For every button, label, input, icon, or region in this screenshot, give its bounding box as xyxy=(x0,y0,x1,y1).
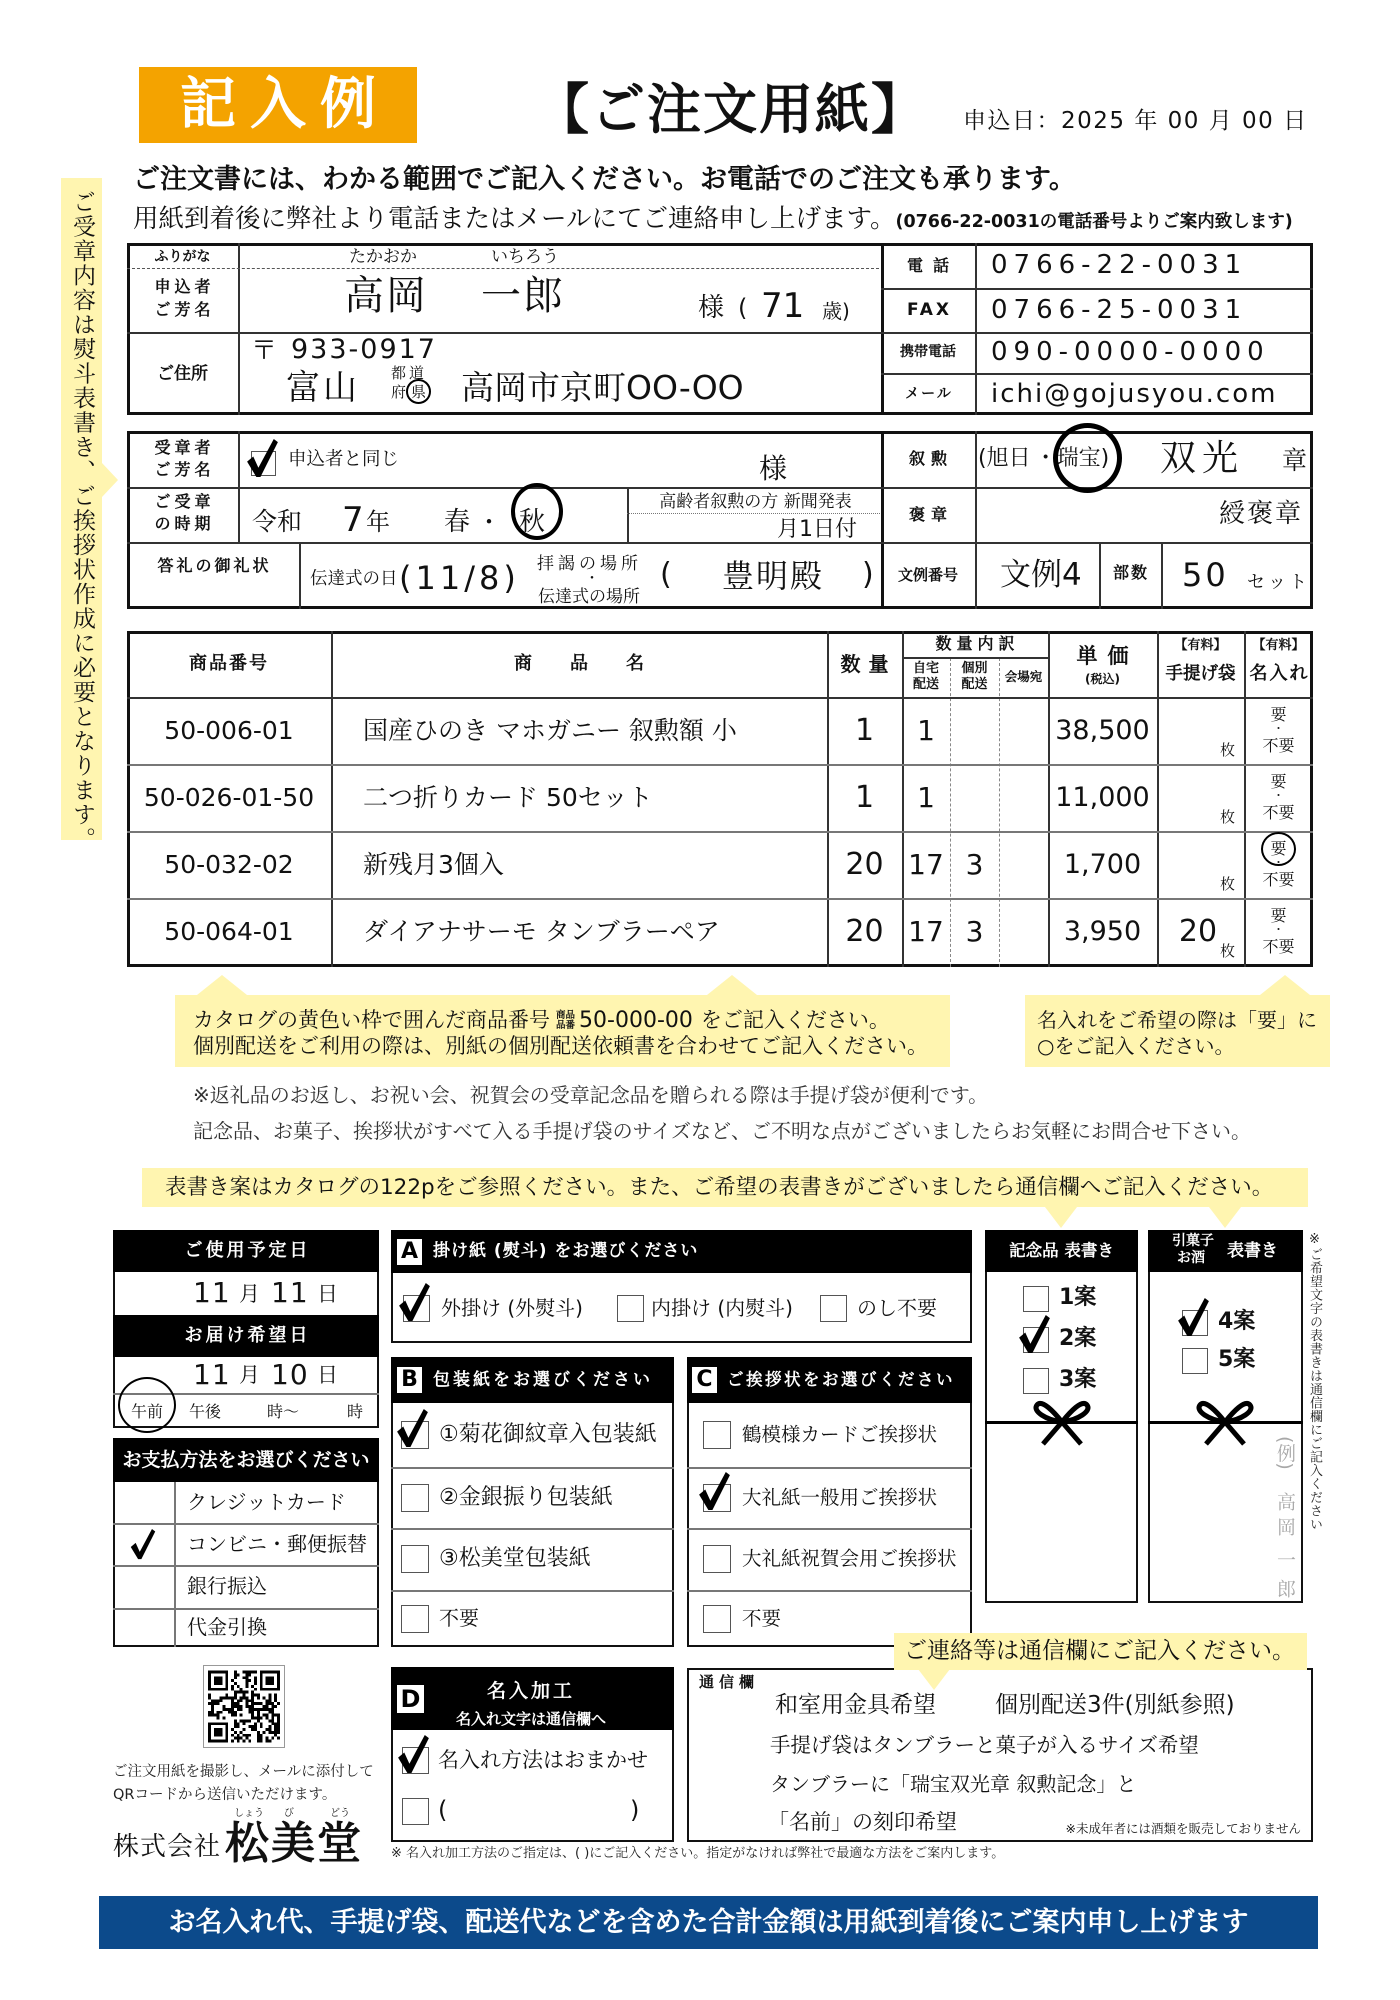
award-period-label-1: ご受章 xyxy=(154,492,215,511)
check-icon xyxy=(699,1472,730,1511)
unit-price-field[interactable]: 3,950 xyxy=(1063,916,1142,947)
individual-delivery-field[interactable]: 3 xyxy=(965,848,984,881)
engraving-custom-field[interactable] xyxy=(453,1794,623,1826)
column-header-individual-1: 個別 xyxy=(961,661,988,676)
application-date[interactable]: 申込日：2025 年 00 月 00 日 xyxy=(963,108,1308,134)
divider xyxy=(127,487,884,489)
applicant-name-label-1: 申込者 xyxy=(154,277,215,296)
check-icon xyxy=(398,1735,429,1774)
intro-line-1: ご注文書には、わかる範囲でご記入ください。お電話でのご注文も承ります。 xyxy=(133,164,1076,195)
footer-banner: お名入れ代、手提げ袋、配送代などを含めた合計金額は用紙到着後にご案内申し上げます xyxy=(99,1896,1318,1949)
message-label: 通信欄 xyxy=(699,1673,760,1691)
banner-pointer xyxy=(1209,1207,1241,1228)
engrave-yes-option[interactable]: 要 xyxy=(1270,772,1287,791)
qr-note-line-1: ご注文用紙を撮影し、メールに添付して xyxy=(113,1764,374,1780)
selection-circle xyxy=(406,379,431,404)
qty-field[interactable]: 1 xyxy=(854,713,875,748)
mizuhiki-bow-icon xyxy=(1195,1396,1255,1448)
product-row xyxy=(127,764,1313,831)
time-am-option[interactable]: 午前 xyxy=(131,1402,164,1421)
newspaper-label: 高齢者叙勲の方 新聞発表 xyxy=(659,492,852,512)
recipient-name-label-2: ご芳名 xyxy=(154,460,215,479)
example-given-name: 一郎 xyxy=(1274,1550,1296,1608)
gift-option-5-checkbox[interactable] xyxy=(1182,1348,1208,1374)
applicant-honorific: 様 xyxy=(698,293,725,323)
email-field[interactable]: ichi@gojusyou.com xyxy=(991,379,1278,409)
noshi-none-label: のし不要 xyxy=(857,1296,937,1320)
gift-option-5-label: 5案 xyxy=(1218,1347,1256,1372)
address-field[interactable]: 高岡市京町OO-OO xyxy=(461,368,744,407)
copies-field[interactable]: 50 xyxy=(1182,556,1229,594)
product-code-field[interactable]: 50-026-01-50 xyxy=(143,783,315,812)
payment-option-cod[interactable]: 代金引換 xyxy=(187,1615,267,1639)
type-option-zuiho[interactable]: 瑞宝 xyxy=(1056,446,1101,471)
engraving-custom-open: ( xyxy=(438,1796,448,1824)
decoration-section xyxy=(881,431,1313,609)
section-letter-d: D xyxy=(397,1685,424,1713)
engrave-no-option[interactable]: 不要 xyxy=(1262,937,1295,956)
intro-phone-note: (0766-22-0031の電話番号よりご案内致します) xyxy=(895,212,1293,232)
delivery-date-header: お届け希望日 xyxy=(113,1315,379,1357)
decoration-grade-field[interactable]: 双光 xyxy=(1160,438,1245,479)
use-month-field[interactable]: 11 xyxy=(193,1276,231,1309)
memorial-option-3-checkbox[interactable] xyxy=(1023,1368,1049,1394)
message-section[interactable] xyxy=(687,1668,1313,1842)
engrave-dot: ・ xyxy=(1273,856,1284,869)
example-family-name: 高岡 xyxy=(1274,1492,1296,1542)
payment-section xyxy=(113,1438,379,1647)
greeting-option-3-checkbox[interactable] xyxy=(703,1545,731,1573)
noshi-inner-checkbox[interactable] xyxy=(617,1295,644,1322)
mizuhiki-bow-icon xyxy=(1032,1396,1092,1448)
column-header-bag: 手提げ袋 xyxy=(1165,664,1236,684)
product-name-field[interactable]: ダイアナサーモ タンブラーペア xyxy=(363,917,720,946)
phone-label: 電話 xyxy=(906,256,959,275)
age-field[interactable]: 71 xyxy=(761,286,805,326)
column-header-name: 商品名 xyxy=(514,653,682,674)
bag-unit: 枚 xyxy=(1220,808,1236,826)
recipient-section xyxy=(127,431,884,609)
type-close-paren: ) xyxy=(1100,446,1110,471)
product-row xyxy=(127,831,1313,898)
check-icon[interactable] xyxy=(129,1529,157,1560)
column-header-price: 単価 xyxy=(1076,644,1139,668)
side-note: ご受章内容は熨斗表書き、ご挨拶状作成に必要となります。 xyxy=(61,178,102,840)
wrapping-option-2-label: ②金銀振り包装紙 xyxy=(439,1485,613,1510)
label-note-vertical: ※ご希望文字の表書きは通信欄にご記入ください xyxy=(1307,1232,1322,1531)
wrapping-option-1-label: ①菊花御紋章入包装紙 xyxy=(439,1422,657,1447)
ceremony-date-field[interactable]: (11/8) xyxy=(399,559,520,597)
selection-circle xyxy=(1261,832,1296,866)
noshi-none-checkbox[interactable] xyxy=(820,1295,847,1322)
message-line-4[interactable]: 「名前」の刻印希望 xyxy=(768,1810,957,1834)
qty-field[interactable]: 20 xyxy=(845,914,884,949)
bag-note-2: 記念品、お菓子、挨拶状がすべて入る手提げ袋のサイズなど、ご不明な点がございましたらお気軽にお問合せ下さい。 xyxy=(193,1119,1251,1143)
example-badge: 記入例 xyxy=(139,67,417,143)
phone-field[interactable]: 0766-22-0031 xyxy=(991,250,1248,280)
qty-field[interactable]: 1 xyxy=(854,780,875,815)
product-code-field[interactable]: 50-032-02 xyxy=(164,850,294,879)
prefecture-suffix-ken[interactable]: 県 xyxy=(411,383,427,401)
gift-option-4-checkbox[interactable] xyxy=(1182,1310,1208,1336)
commendation-field[interactable]: 綬褒章 xyxy=(1218,499,1303,529)
message-line-1a[interactable]: 和室用金具希望 xyxy=(775,1692,936,1718)
engrave-yes-option[interactable]: 要 xyxy=(1270,906,1287,925)
mobile-field[interactable]: 090-0000-0000 xyxy=(991,337,1270,367)
memorial-label-header: 記念品 表書き xyxy=(985,1230,1138,1272)
greeting-option-1-label: 鶴模様カードご挨拶状 xyxy=(742,1423,938,1446)
season-separator: ・ xyxy=(477,508,501,536)
use-date-header: ご使用予定日 xyxy=(113,1230,379,1272)
bag-unit: 枚 xyxy=(1220,942,1236,960)
callout-text: をご記入ください。 xyxy=(700,1008,890,1032)
company-name-ruby-3: どう xyxy=(330,1808,350,1819)
divider xyxy=(127,332,884,334)
engraving-auto-checkbox[interactable] xyxy=(402,1747,429,1774)
newspaper-date-field[interactable]: 月1日付 xyxy=(777,517,857,542)
product-table xyxy=(127,631,1313,967)
column-header-home-1: 自宅 xyxy=(912,661,939,676)
decoration-label: 叙勲 xyxy=(908,449,953,468)
divider xyxy=(299,542,301,609)
stack-bottom: 品番 xyxy=(556,1020,576,1031)
divider xyxy=(391,1590,674,1592)
alcohol-age-note: ※未成年者には酒類を販売しておりません xyxy=(1065,1821,1301,1836)
email-label: メール xyxy=(905,386,953,402)
home-delivery-field[interactable]: 17 xyxy=(908,848,944,881)
engrave-dot: ・ xyxy=(1273,722,1284,735)
ceremony-date-label: 伝達式の日 xyxy=(310,569,398,589)
postal-mark: 〒 xyxy=(251,336,278,366)
copies-unit: セット xyxy=(1247,572,1310,593)
payment-option-bank[interactable]: 銀行振込 xyxy=(187,1574,267,1598)
product-row xyxy=(127,898,1313,965)
section-letter-a: A xyxy=(397,1239,422,1265)
greeting-option-none-label: 不要 xyxy=(742,1607,782,1630)
engraving-subtitle: 名入れ文字は通信欄へ xyxy=(455,1710,606,1728)
check-icon xyxy=(247,439,278,478)
memorial-option-2-checkbox[interactable] xyxy=(1023,1327,1049,1353)
product-row xyxy=(127,697,1313,764)
noshi-section xyxy=(391,1230,972,1343)
message-callout-text: ご連絡等は通信欄にご記入ください。 xyxy=(904,1638,1295,1664)
section-letter-c: C xyxy=(692,1367,717,1393)
era-label: 令和 xyxy=(252,507,303,536)
wrapping-section xyxy=(391,1357,674,1647)
engrave-dot: ・ xyxy=(1273,923,1284,936)
season-autumn-option[interactable]: 秋 xyxy=(519,507,546,537)
memorial-option-2-label: 2案 xyxy=(1059,1326,1097,1351)
ceremony-place-label: 伝達式の場所 xyxy=(538,587,640,607)
home-delivery-field[interactable]: 1 xyxy=(917,714,935,747)
column-header-engrave-paid: 【有料】 xyxy=(1252,638,1305,653)
column-header-price-note: (税込) xyxy=(1085,672,1120,686)
engrave-no-option[interactable]: 不要 xyxy=(1262,736,1295,755)
divider xyxy=(975,243,977,415)
product-name-field[interactable]: 新残月3個入 xyxy=(363,850,504,879)
family-name-field[interactable]: 高岡 xyxy=(344,273,428,319)
payment-option-convenience[interactable]: コンビニ・郵便振替 xyxy=(187,1532,367,1556)
delivery-month-field[interactable]: 11 xyxy=(193,1358,231,1391)
greeting-option-3-label: 大礼紙祝賀会用ご挨拶状 xyxy=(742,1547,957,1570)
month-unit: 月 xyxy=(239,1363,260,1387)
divider xyxy=(127,542,884,544)
engraving-custom-checkbox[interactable] xyxy=(402,1798,429,1825)
selection-circle xyxy=(118,1377,176,1433)
wrapping-option-none-label: 不要 xyxy=(439,1606,479,1630)
gift-label-section xyxy=(1148,1230,1303,1608)
memorial-label-section xyxy=(985,1230,1138,1603)
fax-label: FAX xyxy=(907,300,952,320)
home-delivery-field[interactable]: 1 xyxy=(917,781,935,814)
check-icon xyxy=(1178,1298,1209,1337)
qr-code[interactable] xyxy=(203,1665,285,1748)
column-header-home-2: 配送 xyxy=(912,677,939,692)
divider xyxy=(1161,542,1163,609)
type-separator: ・ xyxy=(1034,446,1057,471)
unit-price-field[interactable]: 38,500 xyxy=(1055,715,1150,746)
divider xyxy=(975,431,977,609)
engraving-note: ※ 名入れ加工方法のご指定は、( )にご記入ください。指定がなければ弊社で最適な方法をご案内します。 xyxy=(391,1846,1005,1861)
noshi-title: 掛け紙 (熨斗) をお選びください xyxy=(433,1241,699,1261)
message-line-1b[interactable]: 個別配送3件(別紙参照) xyxy=(995,1692,1235,1718)
type-open-paren: ( xyxy=(978,446,987,471)
qr-note-line-2: QRコードから送信いただけます。 xyxy=(113,1787,337,1803)
product-code-callout-line-1 xyxy=(193,1007,890,1034)
product-name-field[interactable]: 二つ折りカード 50セット xyxy=(363,783,653,812)
column-header-individual-2: 配送 xyxy=(961,677,988,692)
product-code-stack xyxy=(556,1011,575,1031)
same-as-applicant-label: 申込者と同じ xyxy=(288,449,400,470)
product-code-field[interactable]: 50-006-01 xyxy=(164,716,294,745)
engrave-yes-option[interactable]: 要 xyxy=(1270,839,1287,858)
check-icon xyxy=(397,1409,428,1448)
unit-price-field[interactable]: 1,700 xyxy=(1063,849,1142,880)
selection-circle xyxy=(1053,423,1122,493)
applicant-name-label-2: ご芳名 xyxy=(154,300,215,319)
thank-you-letter-label: 答礼の御礼状 xyxy=(157,556,272,575)
recipient-honorific: 様 xyxy=(759,452,788,485)
delivery-day-field[interactable]: 10 xyxy=(271,1358,309,1391)
same-as-applicant-checkbox[interactable] xyxy=(251,451,276,476)
column-header-bag-paid: 【有料】 xyxy=(1174,638,1227,653)
qty-field[interactable]: 20 xyxy=(845,847,884,882)
section-letter-b: B xyxy=(397,1367,422,1393)
column-header-qty: 数量 xyxy=(840,652,897,676)
prefecture-suffix-fu[interactable]: 府 xyxy=(391,383,407,401)
time-from-field[interactable]: 時～ xyxy=(267,1402,300,1421)
product-code-example: 50-000-00 xyxy=(579,1008,693,1033)
engraving-auto-label: 名入れ方法はおまかせ xyxy=(438,1748,648,1772)
greeting-title: ご挨拶状をお選びください xyxy=(727,1370,955,1389)
use-day-field[interactable]: 11 xyxy=(271,1276,309,1309)
column-header-engrave: 名入れ xyxy=(1249,663,1310,684)
type-option-kyokujitsu[interactable]: 旭日 xyxy=(986,446,1031,471)
memorial-option-1-label: 1案 xyxy=(1059,1285,1097,1310)
engraving-section xyxy=(391,1667,674,1842)
check-icon xyxy=(1019,1315,1050,1354)
noshi-outer-checkbox[interactable] xyxy=(403,1295,430,1322)
message-line-3[interactable]: タンブラーに「瑞宝双光章 叙勲記念」と xyxy=(770,1772,1137,1796)
ceremony-place-field[interactable]: 豊明殿 xyxy=(722,557,825,595)
award-period-label-2: の時期 xyxy=(154,514,215,533)
bag-unit: 枚 xyxy=(1220,741,1236,759)
bag-unit: 枚 xyxy=(1220,875,1236,893)
prefecture-suffix-top[interactable]: 都道 xyxy=(391,364,428,382)
letter-number-label: 文例番号 xyxy=(897,566,958,584)
engrave-callout-line-1: 名入れをご希望の際は「要」に xyxy=(1037,1008,1317,1032)
greeting-option-1-checkbox[interactable] xyxy=(703,1421,731,1449)
gift-label-title-2: お酒 xyxy=(1177,1250,1205,1266)
commendation-label: 褒章 xyxy=(908,505,953,524)
furigana-given-field[interactable]: いちろう xyxy=(491,247,559,267)
day-unit: 日 xyxy=(317,1363,338,1387)
wrapping-option-2-checkbox[interactable] xyxy=(401,1484,429,1512)
noshi-outer-label: 外掛け (外熨斗) xyxy=(441,1296,583,1320)
greeting-option-2-label: 大礼紙一般用ご挨拶状 xyxy=(742,1486,938,1509)
day-unit: 日 xyxy=(317,1282,338,1306)
time-to-field[interactable]: 時 xyxy=(347,1402,364,1421)
noshi-inner-label: 内掛け (内熨斗) xyxy=(651,1296,793,1320)
page-title: 【ご注文用紙】 xyxy=(535,78,927,141)
product-name-field[interactable]: 国産ひのき マホガニー 叙勲額 小 xyxy=(363,716,737,745)
qr-modules xyxy=(208,1671,280,1743)
divider xyxy=(627,513,884,514)
engrave-no-option[interactable]: 不要 xyxy=(1262,803,1295,822)
gift-option-4-label: 4案 xyxy=(1218,1309,1256,1334)
gift-label-title-1: 引菓子 xyxy=(1172,1233,1214,1249)
intro-line-2 xyxy=(133,204,1293,237)
given-name-field[interactable]: 一郎 xyxy=(481,273,565,319)
engrave-dot: ・ xyxy=(1273,789,1284,802)
wrapping-option-none-checkbox[interactable] xyxy=(401,1605,429,1633)
engraving-title: 名入加工 xyxy=(486,1680,575,1702)
message-line-2[interactable]: 手提げ袋はタンブラーと菓子が入るサイズ希望 xyxy=(770,1733,1199,1757)
decoration-grade-suffix: 章 xyxy=(1282,446,1308,475)
stack-top: 商品 xyxy=(556,1010,576,1021)
fax-field[interactable]: 0766-25-0031 xyxy=(991,295,1248,325)
company-prefix: 株式会社 xyxy=(113,1832,222,1862)
company-name-ruby-2: び xyxy=(284,1808,294,1819)
letter-number-field[interactable]: 文例4 xyxy=(1000,557,1082,593)
callout-pointer xyxy=(707,975,757,995)
payment-option-credit[interactable]: クレジットカード xyxy=(187,1490,346,1514)
check-icon xyxy=(399,1283,430,1322)
unit-price-field[interactable]: 11,000 xyxy=(1055,782,1150,813)
applicant-section xyxy=(127,243,884,415)
prefecture-field[interactable]: 富山 xyxy=(286,368,360,408)
bag-count-field[interactable]: 20 xyxy=(1178,914,1218,949)
engraving-custom-close: ) xyxy=(630,1796,640,1824)
season-spring-option[interactable]: 春 xyxy=(444,507,471,537)
greeting-option-2-checkbox[interactable] xyxy=(703,1484,731,1512)
time-pm-option[interactable]: 午後 xyxy=(189,1402,222,1421)
greeting-option-none-checkbox[interactable] xyxy=(703,1605,731,1633)
banner-pointer xyxy=(1045,1207,1077,1228)
column-header-breakdown: 数量内訳 xyxy=(935,634,1020,653)
side-note-pointer xyxy=(102,463,118,497)
selection-circle xyxy=(511,483,563,540)
copies-label: 部数 xyxy=(1112,563,1149,582)
greeting-section xyxy=(687,1357,972,1647)
postal-code-field[interactable]: 933-0917 xyxy=(291,334,437,365)
example-prefix: (例) xyxy=(1274,1436,1296,1470)
product-code-field[interactable]: 50-064-01 xyxy=(164,917,294,946)
bag-note-1: ※返礼品のお返し、お祝い会、祝賀会の受章記念品を贈られる際は手提げ袋が便利です。 xyxy=(193,1083,989,1107)
month-unit: 月 xyxy=(239,1282,260,1306)
callout-text: カタログの黄色い枠で囲んだ商品番号 xyxy=(193,1008,550,1032)
place-open-paren: ( xyxy=(660,557,672,592)
gift-label-title-3: 表書き xyxy=(1227,1241,1278,1261)
wrapping-option-3-checkbox[interactable] xyxy=(401,1545,429,1573)
engrave-callout-line-2: ○をご記入ください。 xyxy=(1037,1034,1235,1058)
payment-header: お支払方法をお選びください xyxy=(113,1438,379,1482)
company-name-ruby-1: しょう xyxy=(234,1808,264,1819)
mobile-label: 携帯電話 xyxy=(900,344,956,360)
company-logo-name: 松美堂 xyxy=(225,1818,363,1869)
engrave-no-option[interactable]: 不要 xyxy=(1262,870,1295,889)
award-year-field[interactable]: 7 xyxy=(342,500,364,540)
engrave-yes-option[interactable]: 要 xyxy=(1270,705,1287,724)
memorial-option-3-label: 3案 xyxy=(1059,1367,1097,1392)
wrapping-option-1-checkbox[interactable] xyxy=(401,1421,429,1449)
age-open: ( xyxy=(738,294,748,322)
contact-section xyxy=(881,243,1313,415)
individual-shipping-callout-line: 個別配送をご利用の際は、別紙の個別配送依頼書を合わせてご記入ください。 xyxy=(193,1034,928,1058)
callout-pointer xyxy=(1260,975,1310,995)
label-banner-text: 表書き案はカタログの122pをご参照ください。また、ご希望の表書きがございましたら通信欄へご記入ください。 xyxy=(165,1175,1274,1200)
column-header-venue: 会場宛 xyxy=(1004,669,1043,684)
furigana-family-field[interactable]: たかおか xyxy=(349,247,417,267)
age-unit: 歳) xyxy=(822,299,850,323)
column-header-code: 商品番号 xyxy=(189,653,269,674)
place-label-separator: ・ xyxy=(585,571,599,587)
individual-delivery-field[interactable]: 3 xyxy=(965,915,984,948)
qr-code-pattern xyxy=(208,1670,280,1743)
address-label: ご住所 xyxy=(157,364,208,384)
home-delivery-field[interactable]: 17 xyxy=(908,915,944,948)
memorial-option-1-checkbox[interactable] xyxy=(1023,1286,1049,1312)
furigana-label: ふりがな xyxy=(154,249,211,265)
intro-line-2-text: 用紙到着後に弊社より電話またはメールにてご連絡申し上げます。 xyxy=(133,204,896,234)
place-close-paren: ) xyxy=(862,557,874,592)
callout-pointer xyxy=(197,975,247,995)
audience-place-label: 拝謁の場所 xyxy=(537,554,642,574)
message-callout-pointer xyxy=(918,1669,950,1690)
recipient-name-label-1: 受章者 xyxy=(154,438,215,457)
wrapping-option-3-label: ③松美堂包装紙 xyxy=(439,1546,591,1571)
year-unit: 年 xyxy=(366,508,390,536)
wrapping-title: 包装紙をお選びください xyxy=(433,1370,653,1390)
divider xyxy=(687,1590,972,1592)
